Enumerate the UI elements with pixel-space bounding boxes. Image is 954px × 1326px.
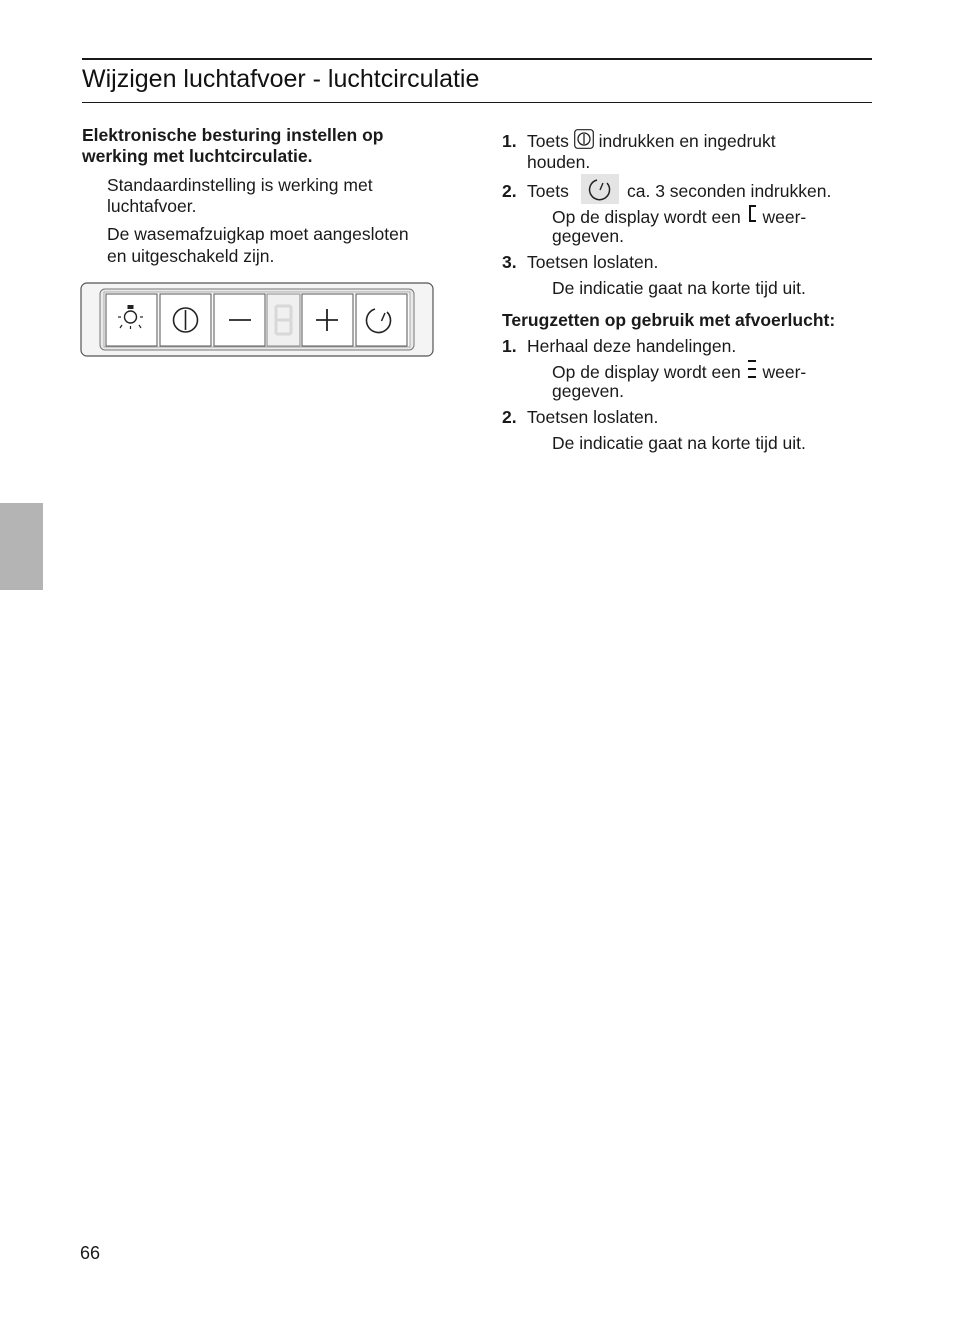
- step-1-pre: Toets: [527, 131, 569, 151]
- display-e-symbol-icon: [746, 359, 758, 379]
- control-panel-svg: [80, 282, 434, 357]
- step-1-post: indrukken en ingedrukt: [598, 131, 776, 151]
- reset-step-2-number: 2.: [502, 407, 517, 427]
- timer-key-icon: [581, 174, 619, 204]
- segment-display-icon: [267, 294, 300, 346]
- page-title: Wijzigen luchtafvoer - luchtcirculatie: [82, 65, 480, 93]
- power-icon: [574, 129, 594, 149]
- reset-step-1-note-line2: gegeven.: [552, 381, 625, 401]
- step-2-note-line2: gegeven.: [552, 226, 625, 246]
- step-1-text: [527, 131, 776, 152]
- reset-step-2-text: Toetsen loslaten.: [527, 407, 659, 427]
- step-3-number: 3.: [502, 252, 517, 272]
- reset-step-1-note-post: weer-: [762, 362, 807, 382]
- timer-icon: [581, 174, 619, 204]
- reset-heading: Terugzetten op gebruik met afvoerlucht:: [502, 310, 836, 330]
- step-2-number: 2.: [502, 181, 517, 201]
- step-2-note-post: weer-: [762, 207, 807, 227]
- header-rule-bottom: [82, 102, 872, 103]
- minus-button-icon: [214, 294, 265, 346]
- step-1-number: 1.: [502, 131, 517, 151]
- step-2-note-pre: Op de display wordt een: [552, 207, 741, 227]
- step-2-pre: Toets: [527, 181, 569, 201]
- reset-step-1-number: 1.: [502, 336, 517, 356]
- paragraph-default-line1: Standaardinstelling is werking met: [107, 175, 373, 195]
- control-panel-illustration: [80, 282, 434, 357]
- step-1-line2: houden.: [527, 152, 591, 172]
- reset-step-1-note: [552, 362, 806, 383]
- section-tab-marker: [0, 503, 43, 590]
- light-button-icon: [106, 294, 157, 346]
- power-button-icon: [160, 294, 211, 346]
- timer-button-icon: [356, 294, 407, 346]
- reset-step-1-text: Herhaal deze handelingen.: [527, 336, 737, 356]
- reset-step-2-note: De indicatie gaat na korte tijd uit.: [552, 433, 806, 453]
- reset-step-1-note-pre: Op de display wordt een: [552, 362, 741, 382]
- display-c-symbol-icon: [746, 204, 758, 224]
- step-2-note: [552, 207, 806, 228]
- page-number: 66: [80, 1243, 101, 1263]
- paragraph-default-line2: luchtafvoer.: [107, 196, 197, 216]
- step-3-note: De indicatie gaat na korte tijd uit.: [552, 278, 806, 298]
- paragraph-connect-line2: en uitgeschakeld zijn.: [107, 246, 275, 266]
- section-heading-line2: werking met luchtcirculatie.: [82, 146, 313, 166]
- step-2-post: ca. 3 seconden indrukken.: [627, 181, 832, 201]
- plus-button-icon: [302, 294, 353, 346]
- paragraph-connect-line1: De wasemafzuigkap moet aangesloten: [107, 224, 409, 244]
- header-rule-top: [82, 58, 872, 60]
- section-heading-line1: Elektronische besturing instellen op: [82, 125, 384, 145]
- step-3-text: Toetsen loslaten.: [527, 252, 659, 272]
